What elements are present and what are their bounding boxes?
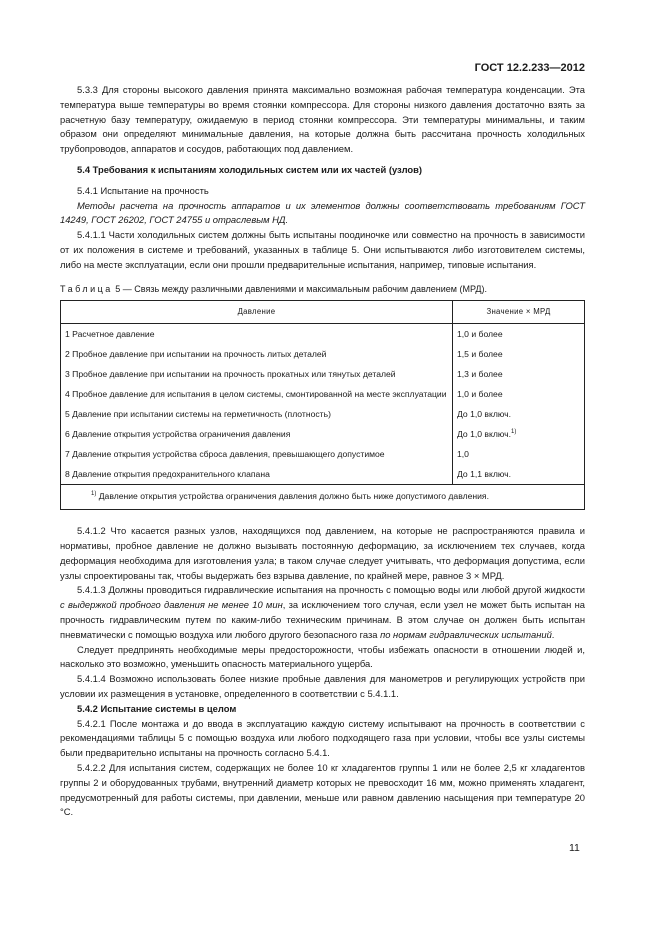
page-content <box>60 83 585 820</box>
table-footnote <box>61 485 585 510</box>
table-cell-pressure: 6 Давление открытия устройства ограничения давления <box>61 424 453 444</box>
paragraph-5-4-2-1: 5.4.2.1 После монтажа и до ввода в эксплуатацию каждую систему испытывают на прочность в соответствии с рекомендациями таблицы 5 с помощью воздуха или любого подходящего газа при условии, чтобы все узлы системы были предварительно испытаны на прочность согласно 5.4.1. <box>60 717 585 759</box>
table-row <box>61 384 585 404</box>
paragraph-5-4-1-3-italic: по нормам гидравлических испытаний <box>380 628 552 640</box>
table-row <box>61 324 585 345</box>
footnote-mark: 1) <box>91 491 97 498</box>
table-cell-pressure: 2 Пробное давление при испытании на прочность литых деталей <box>61 344 453 364</box>
table-row <box>61 404 585 424</box>
table-cell-value: До 1,1 включ. <box>453 464 585 485</box>
section-heading-5-4: 5.4 Требования к испытаниям холодильных систем или их частей (узлов) <box>77 163 423 175</box>
table-cell-pressure: 8 Давление открытия предохранительного клапана <box>61 464 453 485</box>
table-row <box>61 444 585 464</box>
table-cell-pressure: 3 Пробное давление при испытании на прочность прокатных или тянутых деталей <box>61 364 453 384</box>
table-cell-value <box>453 424 585 444</box>
table-row <box>61 464 585 485</box>
paragraph-safety: Следует предпринять необходимые меры предосторожности, чтобы избежать опасности в отношении людей и, насколько это возможно, уменьшить опасность материального ущерба. <box>60 643 585 670</box>
table-cell-value: До 1,0 включ. <box>453 404 585 424</box>
paragraph-5-4-1: 5.4.1 Испытание на прочность <box>77 184 209 196</box>
paragraph-5-4-1-1: 5.4.1.1 Части холодильных систем должны быть испытаны поодиночке или совместно на прочность в зависимости от их положения в системе и требований, указанных в таблице 5. Они испытываются либо изготовителем системы, либо на месте эксплуатации, если они прошли предварительные испытания, например, типовые испытания. <box>60 229 585 270</box>
footnote-text: Давление открытия устройства ограничения давления должно быть ниже допустимого давления. <box>96 491 489 502</box>
table-header-pressure: Давление <box>61 301 453 324</box>
paragraph-5-3-3: 5.3.3 Для стороны высокого давления принята максимально возможная рабочая температура конденсации. Эта температура выше температуры во время стоянки компрессора. Для стороны низкого давления достаточно взять за расчетную базу температуру, ожидаемую в период стоянки компрессора. Эти температуры минимальны, и таким образом они определяют минимальные давления, на которые должна быть рассчитана прочность холодильных трубопроводов, аппаратов и сосудов, работающих под давлением. <box>60 84 585 155</box>
table-cell-value: 1,3 и более <box>453 364 585 384</box>
table-cell-value: 1,5 и более <box>453 344 585 364</box>
paragraph-5-4-1-3-part: . <box>551 628 555 640</box>
table-footnote-row <box>61 485 585 510</box>
table-cell-pressure: 1 Расчетное давление <box>61 324 453 345</box>
paragraph-5-4-1-3-part: , за исключением того случая, если узел не может быть испытан на прочность гидравлическим путем по каким-либо техническим причинам. В этом случае он должен быть испытан пневматически с помощью воздуха или любого другого безопасного газа <box>60 599 585 640</box>
table-caption <box>60 282 585 297</box>
table-header-value: Значение × МРД <box>453 301 585 324</box>
paragraph-5-4-1-2: 5.4.1.2 Что касается разных узлов, находящихся под давлением, на которые не распространяются правила и нормативы, пробное давление не должно вызывать постоянную деформацию, за исключением тех случаев, когда деформация необходима для изготовления узла; в таком случае следует учитывать, что деформация допустима, если узлы спроектированы так, чтобы выдержать без взрыва давление, по крайней мере, равное 3 × МРД. <box>60 525 585 581</box>
table-cell-pressure: 5 Давление при испытании системы на герметичность (плотность) <box>61 404 453 424</box>
paragraph-5-4-1-3 <box>60 583 585 642</box>
table-caption-text: 5 — Связь между различными давлениями и максимальным рабочим давлением (МРД). <box>112 283 487 294</box>
table-cell-value: 1,0 и более <box>453 324 585 345</box>
table-caption-label: Таблица <box>60 283 113 294</box>
paragraph-5-4-1-3-italic: с выдержкой пробного давления не менее 10 мин <box>60 599 283 611</box>
table-cell-pressure: 4 Пробное давление для испытания в целом системы, смонтированной на месте эксплуатации <box>61 384 453 404</box>
table-row <box>61 424 585 444</box>
table-cell-value-text: До 1,0 включ. <box>457 429 511 440</box>
footnote-ref: 1) <box>510 429 517 436</box>
document-header: ГОСТ 12.2.233—2012 <box>474 62 585 74</box>
subsection-heading-5-4-2: 5.4.2 Испытание системы в целом <box>77 702 237 714</box>
table-row <box>61 344 585 364</box>
page-number: 11 <box>569 842 580 854</box>
table-cell-value: 1,0 и более <box>453 384 585 404</box>
pressure-table <box>60 300 585 510</box>
table-cell-value: 1,0 <box>453 444 585 464</box>
paragraph-5-4-1-4: 5.4.1.4 Возможно использовать более низкие пробные давления для манометров и регулирующих устройств при условии их размещения в установке, определенного в соответствии с 5.4.1.1. <box>60 673 585 699</box>
paragraph-5-4-1-3-part: 5.4.1.3 Должны проводиться гидравлические испытания на прочность с помощью воды или любой другой жидкости <box>77 584 585 596</box>
paragraph-5-4-2-2: 5.4.2.2 Для испытания систем, содержащих не более 10 кг хладагентов группы 1 или не более 2,5 кг хладагентов группы 2 и оборудованных трубами, внутренний диаметр которых не превосходит 16 мм, можно применять хладагент, предусмотренный для работы системы, при давлении, меньше или равном давлению насыщения при температуре 20 °С. <box>60 761 585 818</box>
table-cell-pressure: 7 Давление открытия устройства сброса давления, превышающего допустимое <box>61 444 453 464</box>
table-row <box>61 364 585 384</box>
paragraph-5-4-1-italic: Методы расчета на прочность аппаратов и их элементов должны соответствовать требованиям ГОСТ 14249, ГОСТ 26202, ГОСТ 24755 и отраслевым НД. <box>60 199 585 226</box>
